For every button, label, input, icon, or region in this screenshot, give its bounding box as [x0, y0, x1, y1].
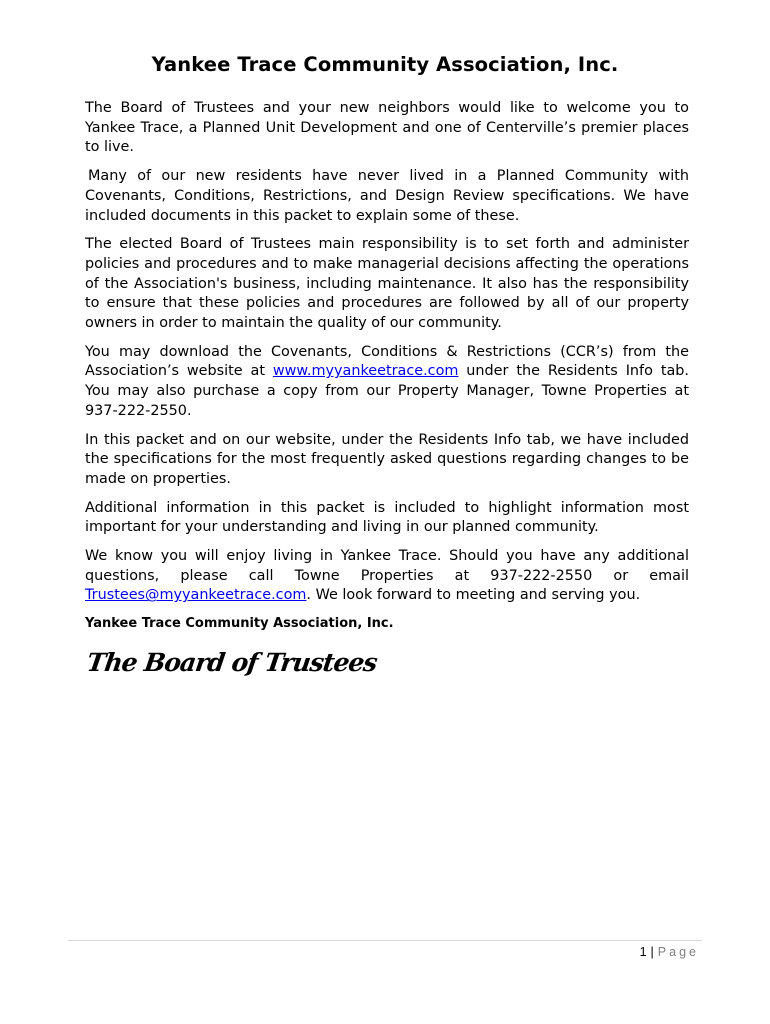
paragraph-ccr-download — [85, 343, 689, 422]
paragraph-contact — [85, 547, 689, 606]
contact-text-after-link: . We look forward to meeting and serving you. — [306, 587, 641, 604]
paragraph-board-responsibility: The elected Board of Trustees main responsibility is to set forth and administer policies and procedures and to make managerial decisions affecting the operations of the Association's business, including maintenance. It also has the responsibility to ensure that these policies and procedures are followed by all of our property owners in order to maintain the quality of our community. — [85, 236, 689, 332]
signature-board-of-trustees: The Board of Trustees — [85, 648, 379, 678]
page-footer — [640, 944, 699, 960]
document-body — [85, 99, 689, 677]
ccr-text-before-link: You may download the Covenants, Conditions & Restrictions (CCR’s) from the Association’s website at — [85, 343, 689, 380]
signoff-organization: Yankee Trace Community Association, Inc. — [85, 616, 394, 632]
page-label: Page — [657, 945, 699, 959]
document-title: Yankee Trace Community Association, Inc. — [151, 53, 619, 76]
ccr-text-after-link: under the Residents Info tab. You may also purchase a copy from our Property Manager, Towne Properties at 937-222-2550. — [85, 363, 689, 419]
email-link[interactable]: Trustees@myyankeetrace.com — [85, 587, 307, 604]
footer-divider — [68, 940, 702, 941]
paragraph-welcome: The Board of Trustees and your new neighbors would like to welcome you to Yankee Trace, a Planned Unit Development and one of Centerville’s premier places to live. — [85, 100, 689, 156]
website-link[interactable]: www.myyankeetrace.com — [272, 363, 459, 380]
page-number: 1 — [639, 945, 647, 959]
paragraph-specifications: In this packet and on our website, under the Residents Info tab, we have included the specifications for the most frequently asked questions regarding changes to be made on properties. — [85, 431, 689, 487]
paragraph-additional-info: Additional information in this packet is included to highlight information most important for your understanding and living in our planned community. — [85, 499, 689, 536]
paragraph-planned-community: Many of our new residents have never lived in a Planned Community with Covenants, Conditions, Restrictions, and Design Review specifications. We have included documents in this packet to explain some of these. — [85, 168, 689, 224]
footer-separator: | — [650, 945, 654, 959]
contact-text-before-link: We know you will enjoy living in Yankee Trace. Should you have any additional questions, please call Towne Properties at 937-222-2550 or email — [85, 548, 689, 584]
